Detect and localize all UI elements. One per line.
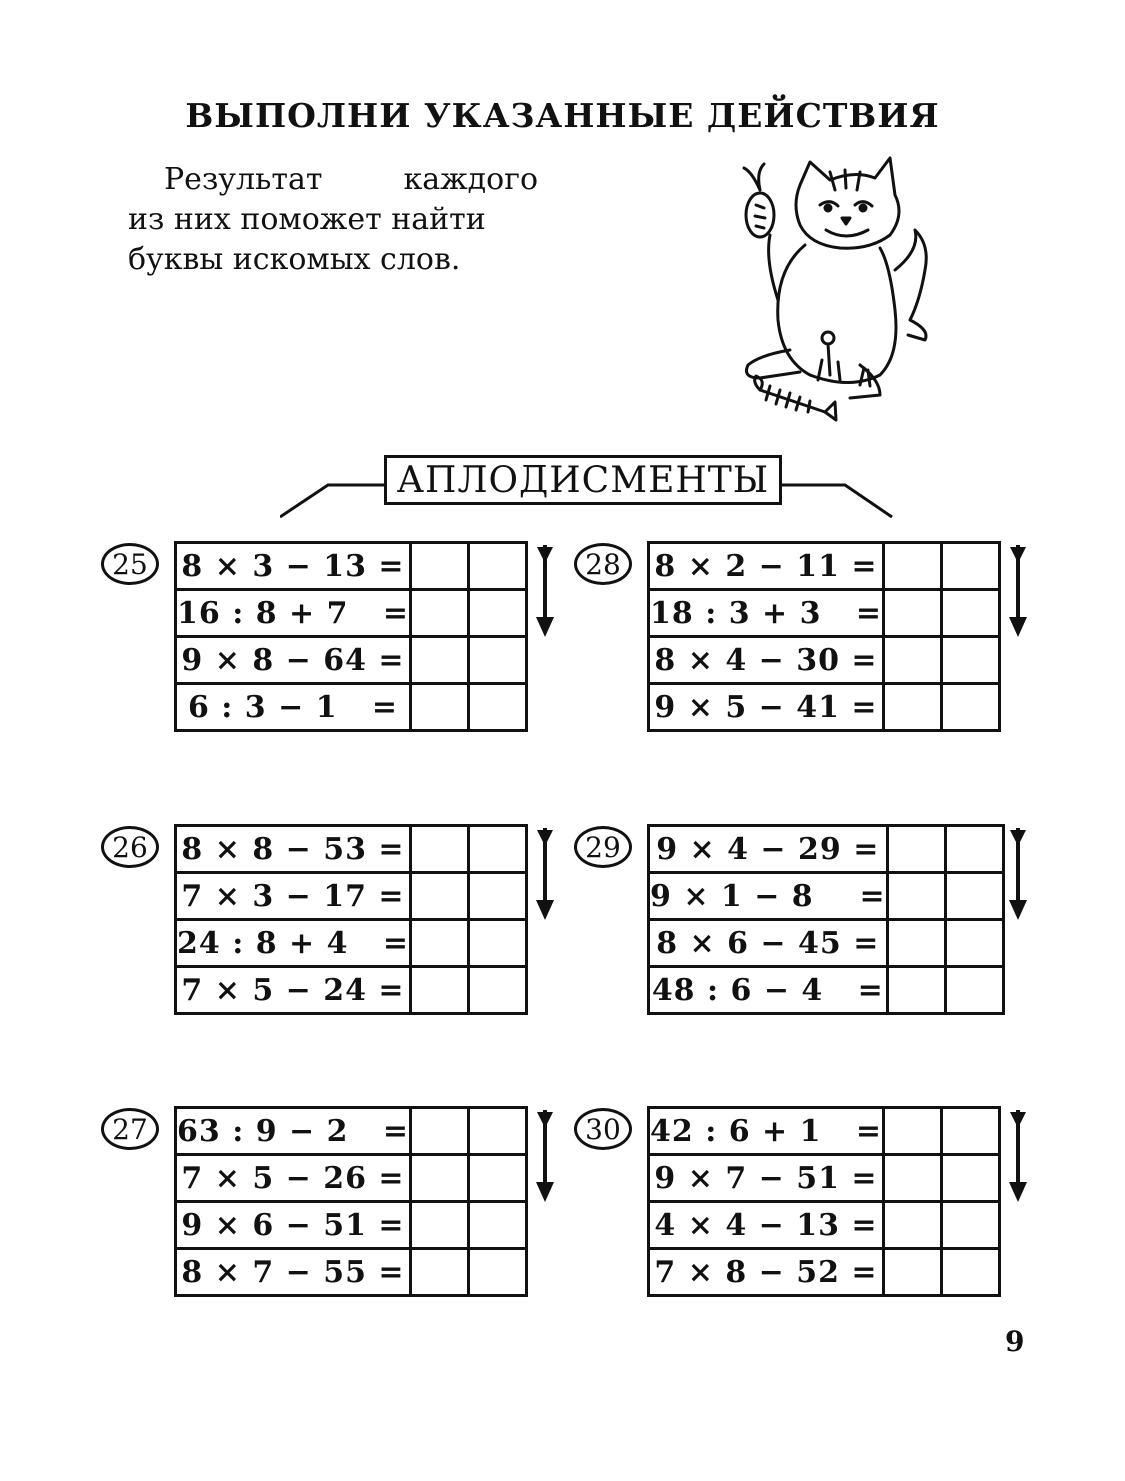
answer-cell[interactable] — [884, 1202, 942, 1249]
expression: 8 × 6 − 45 = — [649, 920, 888, 967]
answer-cell[interactable] — [942, 590, 1000, 637]
table-row — [176, 1155, 527, 1202]
expression: 7 × 5 − 24 = — [176, 967, 411, 1014]
answer-cell[interactable] — [887, 920, 945, 967]
answer-cell[interactable] — [411, 826, 469, 873]
expression: 8 × 8 − 53 = — [176, 826, 411, 873]
expression: 9 × 7 − 51 = — [649, 1155, 884, 1202]
target-word: АПЛОДИСМЕНТЫ — [384, 455, 782, 505]
answer-cell[interactable] — [884, 637, 942, 684]
answer-cell[interactable] — [884, 684, 942, 731]
task-number: 30 — [574, 1108, 632, 1150]
task-number: 26 — [101, 826, 159, 868]
table-row — [176, 920, 527, 967]
task-block-28 — [585, 541, 1125, 746]
expression: 9 × 4 − 29 = — [649, 826, 888, 873]
answer-cell[interactable] — [945, 873, 1003, 920]
answer-cell[interactable] — [411, 543, 469, 590]
answer-cell[interactable] — [411, 967, 469, 1014]
table-row — [649, 873, 1004, 920]
expression: 6 : 3 − 1 = — [176, 684, 411, 731]
word-banner — [280, 455, 895, 525]
answer-cell[interactable] — [945, 967, 1003, 1014]
task-number: 29 — [574, 826, 632, 868]
expression: 7 × 5 − 26 = — [176, 1155, 411, 1202]
answer-cell[interactable] — [411, 1249, 469, 1296]
table-row — [176, 967, 527, 1014]
expression: 42 : 6 + 1 = — [649, 1108, 884, 1155]
table-row — [176, 543, 527, 590]
answer-cell[interactable] — [942, 1202, 1000, 1249]
intro-line: буквы искомых слов. — [128, 242, 461, 277]
equation-table — [174, 541, 528, 732]
answer-cell[interactable] — [884, 1108, 942, 1155]
answer-cell[interactable] — [469, 1155, 527, 1202]
table-row — [649, 967, 1004, 1014]
answer-cell[interactable] — [942, 1108, 1000, 1155]
equation-table — [647, 1106, 1001, 1297]
down-arrow-icon — [534, 545, 556, 637]
table-row — [649, 1155, 1000, 1202]
table-row — [649, 1202, 1000, 1249]
answer-cell[interactable] — [942, 1249, 1000, 1296]
answer-cell[interactable] — [884, 590, 942, 637]
table-row — [176, 826, 527, 873]
equation-table — [174, 1106, 528, 1297]
table-row — [649, 1108, 1000, 1155]
table-row — [176, 873, 527, 920]
page-number: 9 — [1005, 1325, 1025, 1358]
table-row — [649, 684, 1000, 731]
expression: 24 : 8 + 4 = — [176, 920, 411, 967]
expression: 8 × 7 − 55 = — [176, 1249, 411, 1296]
answer-cell[interactable] — [887, 967, 945, 1014]
answer-cell[interactable] — [411, 920, 469, 967]
answer-cell[interactable] — [887, 873, 945, 920]
answer-cell[interactable] — [469, 967, 527, 1014]
intro-word: Результат — [164, 162, 323, 197]
expression: 8 × 4 − 30 = — [649, 637, 884, 684]
answer-cell[interactable] — [469, 826, 527, 873]
answer-cell[interactable] — [887, 826, 945, 873]
table-row — [176, 1249, 527, 1296]
answer-cell[interactable] — [945, 920, 1003, 967]
table-row — [649, 590, 1000, 637]
down-arrow-icon — [1007, 828, 1029, 920]
down-arrow-icon — [534, 828, 556, 920]
page-title: ВЫПОЛНИ УКАЗАННЫЕ ДЕЙСТВИЯ — [185, 96, 940, 135]
expression: 7 × 8 − 52 = — [649, 1249, 884, 1296]
table-row — [649, 637, 1000, 684]
expression: 7 × 3 − 17 = — [176, 873, 411, 920]
expression: 9 × 1 − 8 = — [649, 873, 888, 920]
expression: 9 × 5 − 41 = — [649, 684, 884, 731]
table-row — [176, 637, 527, 684]
equation-table — [647, 824, 1005, 1015]
expression: 63 : 9 − 2 = — [176, 1108, 411, 1155]
intro-text — [128, 160, 538, 280]
answer-cell[interactable] — [469, 873, 527, 920]
task-block-30 — [585, 1106, 1125, 1311]
intro-line: из них поможет найти — [128, 202, 486, 237]
answer-cell[interactable] — [411, 1108, 469, 1155]
answer-cell[interactable] — [411, 590, 469, 637]
expression: 8 × 2 − 11 = — [649, 543, 884, 590]
task-number: 27 — [101, 1108, 159, 1150]
expression: 48 : 6 − 4 = — [649, 967, 888, 1014]
task-number: 25 — [101, 543, 159, 585]
answer-cell[interactable] — [411, 637, 469, 684]
table-row — [649, 826, 1004, 873]
answer-cell[interactable] — [884, 543, 942, 590]
answer-cell[interactable] — [469, 590, 527, 637]
answer-cell[interactable] — [945, 826, 1003, 873]
answer-cell[interactable] — [469, 1249, 527, 1296]
answer-cell[interactable] — [884, 1249, 942, 1296]
answer-cell[interactable] — [469, 920, 527, 967]
expression: 8 × 3 − 13 = — [176, 543, 411, 590]
answer-cell[interactable] — [942, 543, 1000, 590]
table-row — [176, 1108, 527, 1155]
answer-cell[interactable] — [469, 637, 527, 684]
table-row — [649, 1249, 1000, 1296]
answer-cell[interactable] — [411, 1155, 469, 1202]
answer-cell[interactable] — [884, 1155, 942, 1202]
expression: 9 × 6 − 51 = — [176, 1202, 411, 1249]
expression: 18 : 3 + 3 = — [649, 590, 884, 637]
equation-table — [647, 541, 1001, 732]
table-row — [176, 590, 527, 637]
answer-cell[interactable] — [411, 1202, 469, 1249]
expression: 9 × 8 − 64 = — [176, 637, 411, 684]
table-row — [649, 543, 1000, 590]
table-row — [649, 920, 1004, 967]
down-arrow-icon — [534, 1110, 556, 1202]
table-row — [176, 1202, 527, 1249]
intro-word: каждого — [403, 162, 538, 197]
down-arrow-icon — [1007, 1110, 1029, 1202]
task-block-29 — [585, 824, 1125, 1029]
equation-table — [174, 824, 528, 1015]
answer-cell[interactable] — [469, 1108, 527, 1155]
task-number: 28 — [574, 543, 632, 585]
answer-cell[interactable] — [942, 637, 1000, 684]
expression: 4 × 4 − 13 = — [649, 1202, 884, 1249]
answer-cell[interactable] — [469, 1202, 527, 1249]
answer-cell[interactable] — [942, 684, 1000, 731]
table-row — [176, 684, 527, 731]
answer-cell[interactable] — [411, 873, 469, 920]
expression: 16 : 8 + 7 = — [176, 590, 411, 637]
answer-cell[interactable] — [469, 684, 527, 731]
answer-cell[interactable] — [411, 684, 469, 731]
answer-cell[interactable] — [942, 1155, 1000, 1202]
down-arrow-icon — [1007, 545, 1029, 637]
answer-cell[interactable] — [469, 543, 527, 590]
cat-illustration — [730, 150, 940, 430]
